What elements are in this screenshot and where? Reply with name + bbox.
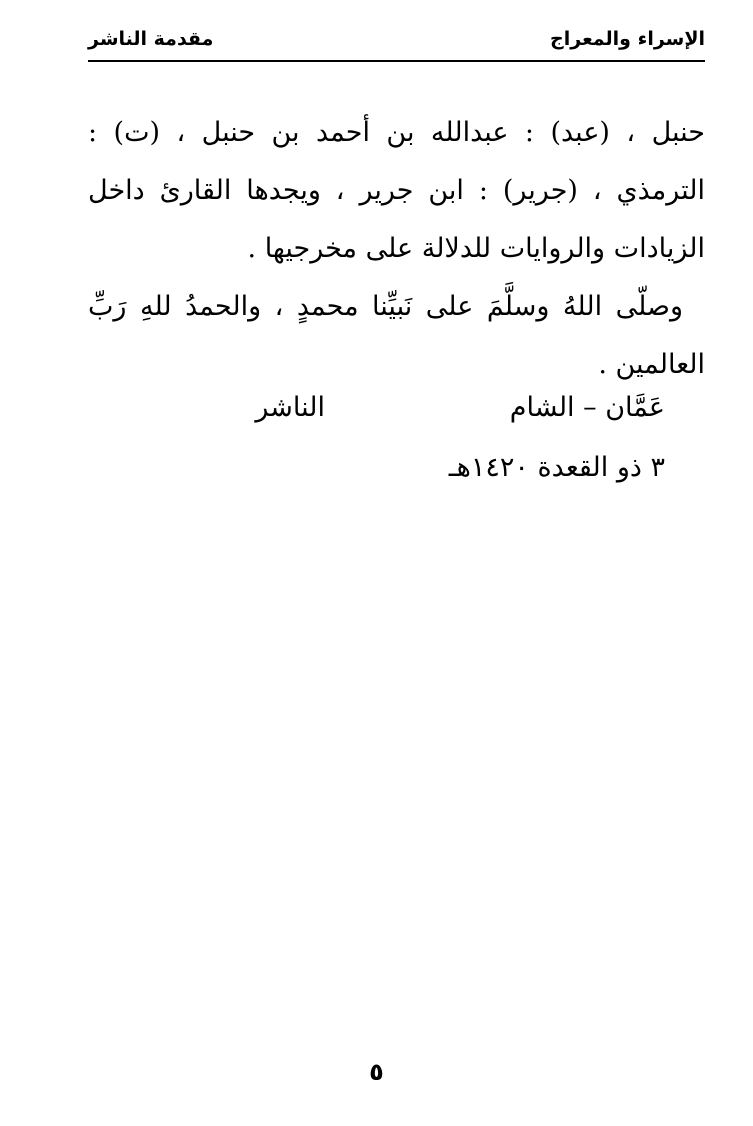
page-header [88, 26, 705, 62]
page-number: ٥ [369, 1058, 384, 1086]
signature-place: عَمَّان – الشام [509, 392, 665, 423]
paragraph-closing-prayer: وصلّى اللهُ وسلَّمَ على نَبيِّنا محمدٍ ، والحمدُ للهِ رَبِّ العالمين . [88, 291, 705, 380]
running-title-book: الإسراء والمعراج [550, 28, 705, 50]
paragraph-abbreviations: حنبل ، (عبد) : عبدالله بن أحمد بن حنبل ، (ت) : الترمذي ، (جرير) : ابن جرير ، ويجدها القارئ داخل الزيادات والروايات للدلالة على مخرجيها . [88, 117, 705, 264]
body-text [88, 104, 705, 394]
running-title-section: مقدمة الناشر [88, 28, 214, 50]
signature-date: ٣ ذو القعدة ١٤٢٠هـ [448, 452, 665, 483]
signature-row [88, 392, 665, 450]
signature-block [88, 392, 665, 483]
signature-publisher: الناشر [255, 392, 325, 423]
